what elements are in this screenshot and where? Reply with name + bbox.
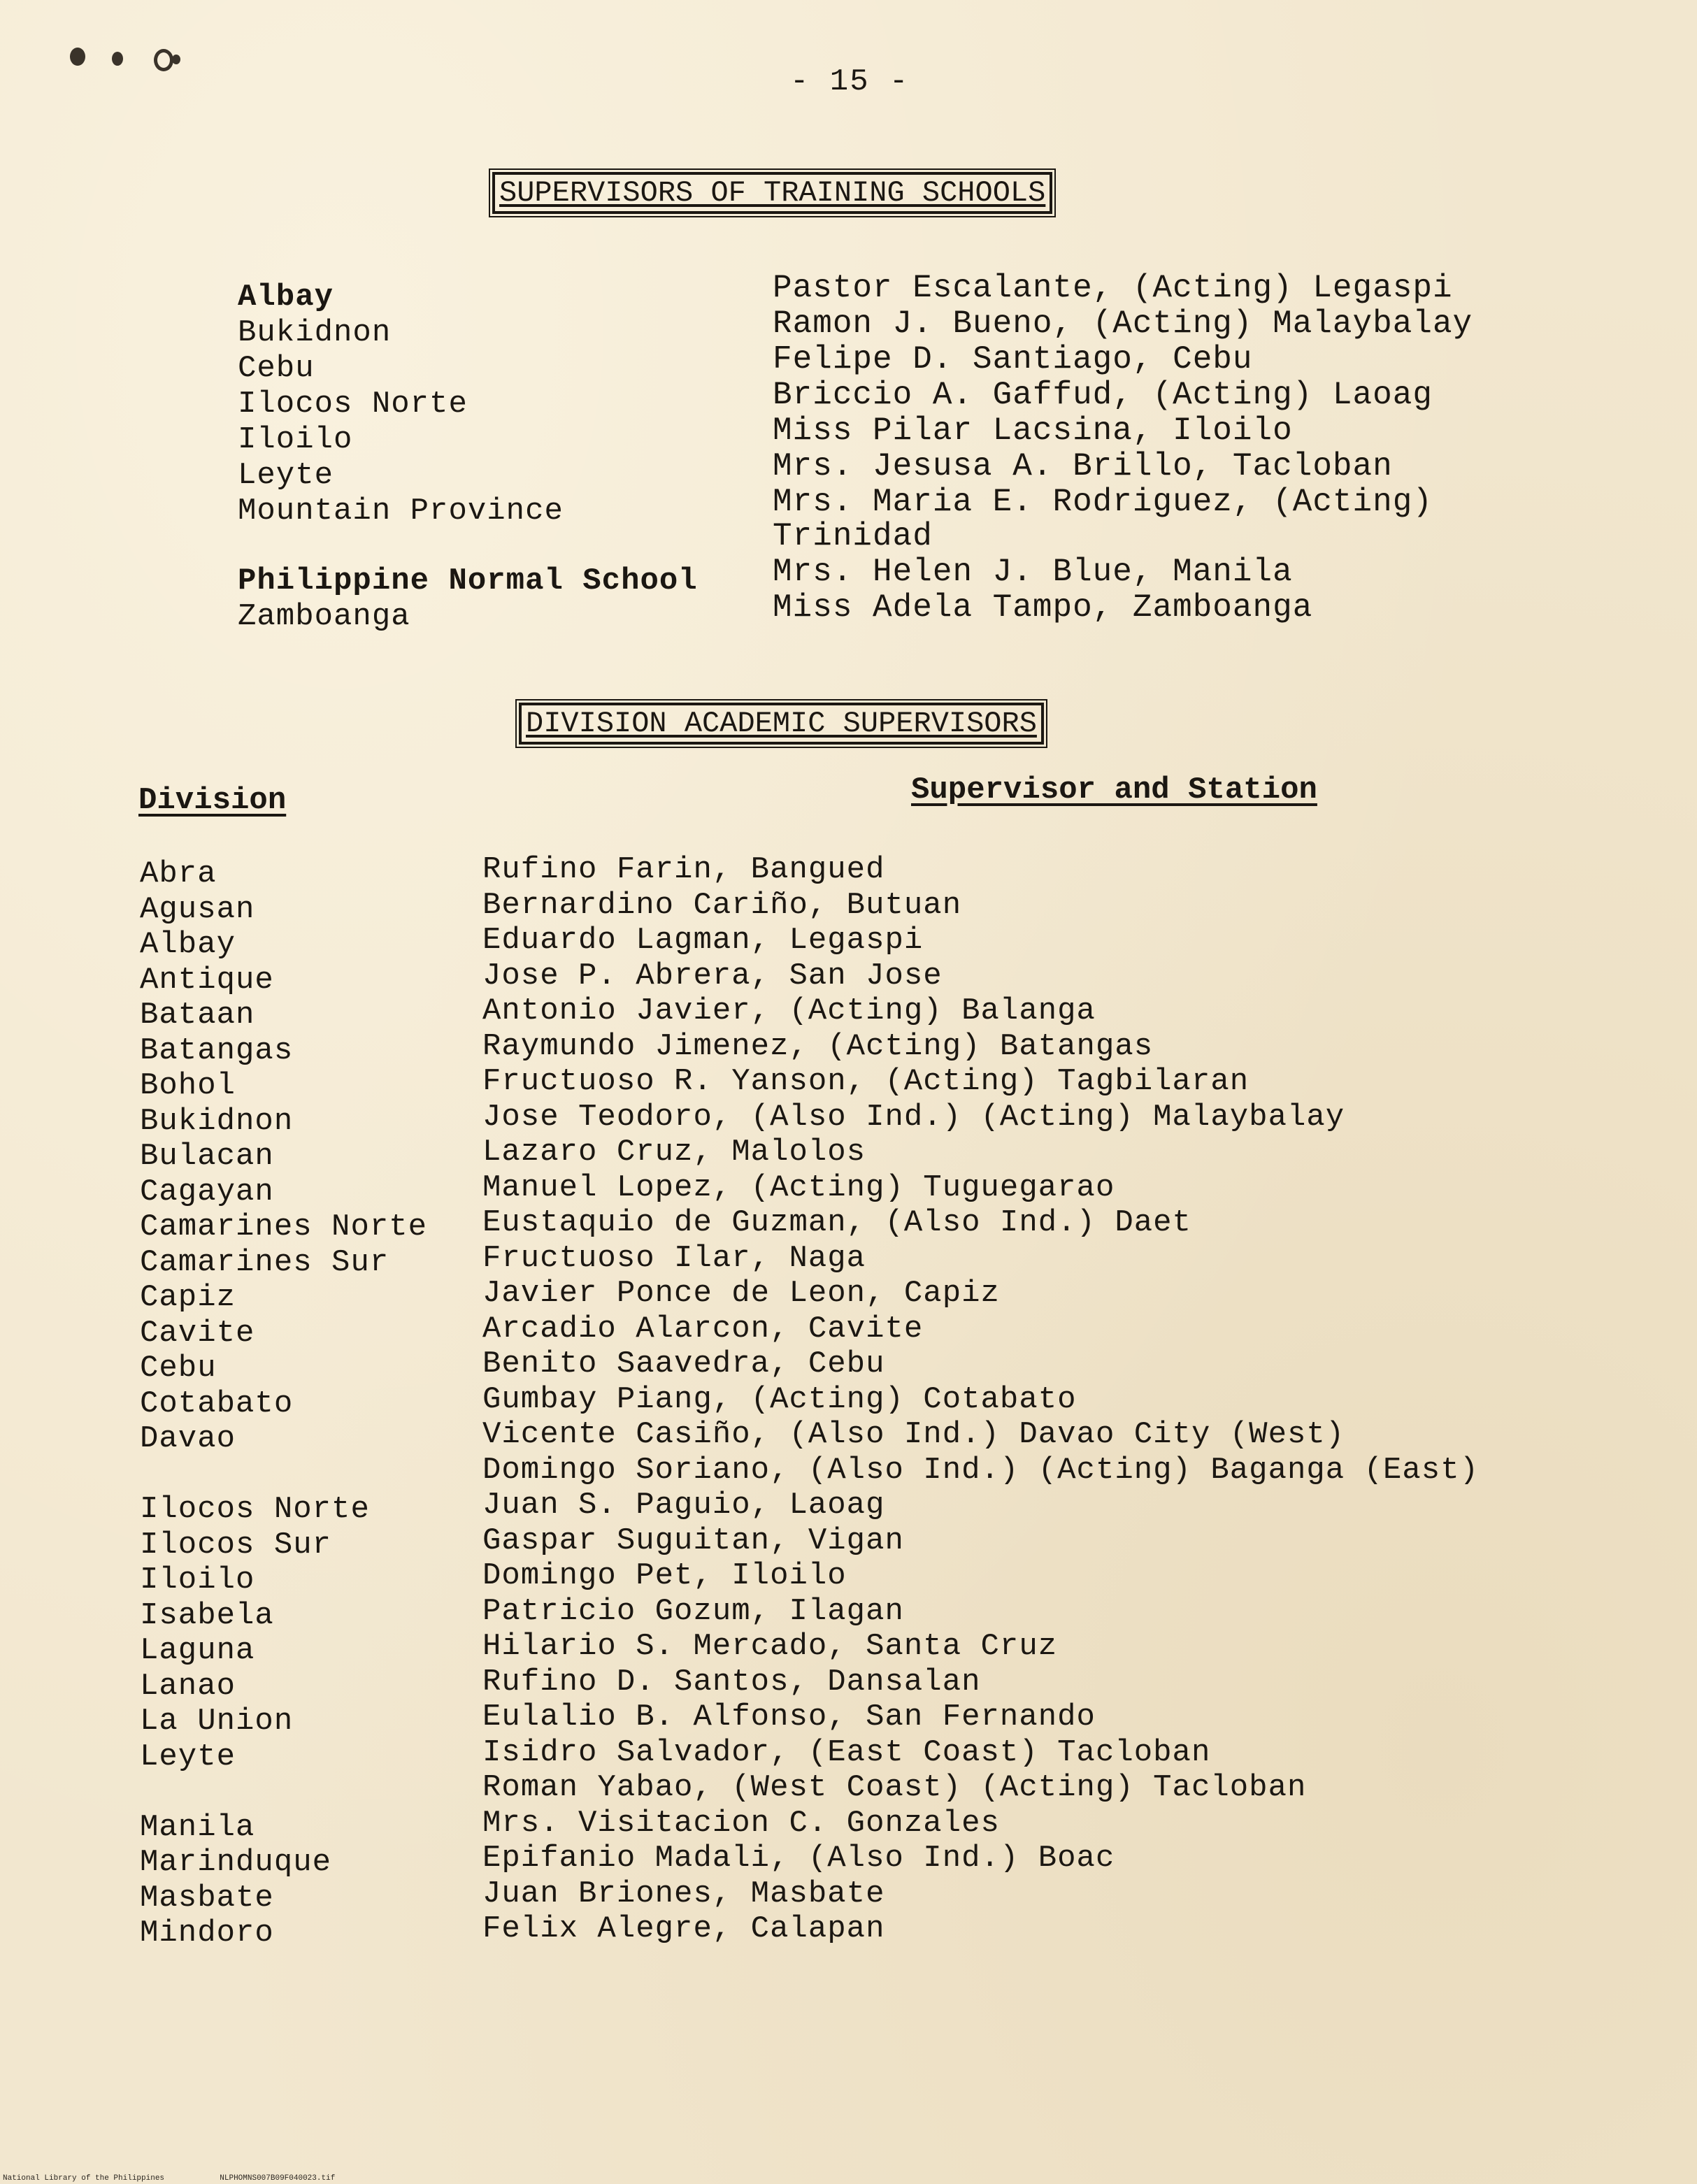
division-supervisor: Arcadio Alarcon, Cavite [482, 1311, 924, 1346]
punch-hole-mark [154, 49, 173, 71]
division-supervisor-cell [482, 1911, 885, 1947]
division-name: Cotabato [140, 1386, 294, 1421]
training-schools-title: SUPERVISORS OF TRAINING SCHOOLS [492, 172, 1052, 214]
division-supervisor: Felix Alegre, Calapan [482, 1911, 885, 1946]
division-name: Cebu [140, 1351, 217, 1386]
division-name: Abra [140, 856, 217, 891]
library-credit: National Library of the Philippines [3, 2174, 165, 2183]
division-column-heading: Division [138, 783, 287, 818]
division-supervisor: Rufino Farin, Bangued [482, 852, 885, 887]
division-supervisor-cell [482, 1558, 847, 1594]
division-name: Ilocos Sur [140, 1527, 332, 1562]
division-supervisor: Juan Briones, Masbate [482, 1876, 885, 1911]
division-row [140, 1170, 1608, 1210]
division-name: Bulacan [140, 1139, 274, 1174]
division-name: Marinduque [140, 1845, 332, 1880]
division-supervisor-cell [482, 1241, 866, 1277]
division-supervisor: Benito Saavedra, Cebu [482, 1346, 885, 1381]
division-row [140, 1099, 1608, 1140]
training-location: Philippine Normal School [238, 563, 698, 598]
division-row [140, 1558, 1608, 1598]
division-supervisor-cell [482, 1523, 904, 1559]
division-supervisor: Jose P. Abrera, San Jose [482, 958, 943, 993]
division-supervisor-cell [482, 1841, 1115, 1876]
division-supervisor-cell [482, 1594, 904, 1630]
division-supervisor: Gumbay Piang, (Acting) Cotabato [482, 1381, 1077, 1417]
division-row [140, 1135, 1608, 1174]
division-name: Ilocos Norte [140, 1492, 370, 1527]
division-row [140, 1629, 1608, 1669]
punch-hole-mark [112, 52, 123, 66]
division-supervisor: Domingo Soriano, (Also Ind.) (Acting) Baganga (East) [482, 1452, 1480, 1488]
training-row [238, 589, 1566, 635]
file-name: NLPHOMNS007B09F040023.tif [220, 2174, 336, 2183]
division-row [140, 1488, 1608, 1528]
division-supervisor: Manuel Lopez, (Acting) Tuguegarao [482, 1170, 1115, 1205]
division-supervisor-cell [482, 1029, 1153, 1065]
division-row [140, 1700, 1608, 1739]
division-name: Capiz [140, 1280, 236, 1315]
training-supervisor: Pastor Escalante, (Acting) Legaspi [773, 270, 1453, 306]
division-row [140, 1276, 1608, 1316]
division-row [140, 1593, 1608, 1634]
division-supervisor-cell [482, 923, 923, 958]
division-supervisor-cell [482, 1100, 1345, 1135]
division-supervisor-cell [482, 1806, 1000, 1841]
division-supervisor: Fructuoso Ilar, Naga [482, 1240, 866, 1276]
page-number: - 15 - [790, 64, 910, 99]
division-supervisor: Gaspar Suguitan, Vigan [482, 1523, 904, 1558]
division-supervisor: Eulalio B. Alfonso, San Fernando [482, 1700, 1096, 1734]
division-supervisor-cell [482, 1876, 885, 1912]
training-location: Bukidnon [238, 315, 392, 350]
division-supervisor-cell [482, 1629, 1057, 1665]
division-name: Leyte [140, 1739, 236, 1774]
training-schools-list [238, 270, 1566, 635]
division-name: Mindoro [140, 1916, 274, 1950]
punch-hole-mark [70, 48, 85, 66]
division-supervisor-cell [482, 888, 961, 924]
division-name: Cavite [140, 1315, 255, 1351]
division-row [140, 1841, 1608, 1881]
division-supervisor-cell [482, 1735, 1306, 1806]
training-location: Zamboanga [238, 599, 410, 634]
archive-footer [3, 2174, 335, 2183]
division-supervisor-cell [482, 852, 885, 888]
division-supervisor: Roman Yabao, (West Coast) (Acting) Tacloban [482, 1770, 1307, 1805]
division-supervisor-cell [482, 1382, 1077, 1418]
division-name: Davao [140, 1421, 236, 1456]
division-supervisor: Antonio Javier, (Acting) Balanga [482, 993, 1096, 1028]
division-row [140, 1240, 1608, 1281]
division-supervisor: Patricio Gozum, Ilagan [482, 1593, 904, 1629]
training-supervisor: Miss Adela Tampo, Zamboanga [773, 589, 1313, 626]
division-row [140, 1417, 1608, 1492]
division-supervisor: Eustaquio de Guzman, (Also Ind.) Daet [482, 1205, 1191, 1240]
division-supervisor: Jose Teodoro, (Also Ind.) (Acting) Malaybalay [482, 1099, 1345, 1135]
training-location: Cebu [238, 351, 315, 386]
division-supervisor: Hilario S. Mercado, Santa Cruz [482, 1629, 1058, 1664]
division-row [140, 1381, 1608, 1422]
division-supervisor: Eduardo Lagman, Legaspi [482, 923, 924, 958]
division-name: Camarines Sur [140, 1244, 389, 1280]
division-supervisor: Raymundo Jimenez, (Acting) Batangas [482, 1028, 1154, 1064]
division-row [140, 1876, 1608, 1916]
training-location: Iloilo [238, 422, 353, 457]
division-name: Camarines Norte [140, 1209, 428, 1244]
division-name: Antique [140, 962, 274, 998]
training-supervisor: Felipe D. Santiago, Cebu [773, 341, 1253, 378]
division-supervisor-cell [482, 1417, 1479, 1488]
training-supervisor: Mrs. Jesusa A. Brillo, Tacloban [773, 448, 1393, 484]
division-name: Batangas [140, 1033, 294, 1068]
division-supervisor: Vicente Casiño, (Also Ind.) Davao City (West) [482, 1417, 1345, 1452]
training-location: Mountain Province [238, 494, 564, 529]
division-name: Cagayan [140, 1174, 274, 1209]
division-row [140, 1523, 1608, 1563]
division-name: Albay [140, 927, 236, 962]
punch-hole-mark [172, 55, 180, 64]
supervisor-column-heading: Supervisor and Station [911, 773, 1317, 807]
division-supervisor-cell [482, 1170, 1115, 1206]
division-supervisor: Rufino D. Santos, Dansalan [482, 1664, 981, 1700]
division-row [140, 1028, 1608, 1069]
division-row [140, 1911, 1608, 1951]
training-location: Ilocos Norte [238, 387, 468, 422]
division-row [140, 958, 1608, 998]
division-supervisor-cell [482, 1488, 885, 1523]
training-supervisor: Mrs. Helen J. Blue, Manila [773, 554, 1293, 590]
division-supervisor: Javier Ponce de Leon, Capiz [482, 1276, 1000, 1311]
division-supervisors-title: DIVISION ACADEMIC SUPERVISORS [519, 703, 1044, 745]
division-name: Isabela [140, 1597, 274, 1633]
division-supervisor: Mrs. Visitacion C. Gonzales [482, 1805, 1000, 1841]
division-supervisor: Fructuoso R. Yanson, (Acting) Tagbilaran [482, 1064, 1250, 1099]
training-location: Leyte [238, 458, 334, 493]
division-row [140, 1664, 1608, 1704]
division-row [140, 1205, 1608, 1245]
division-name: Agusan [140, 891, 255, 927]
division-name: Bohol [140, 1068, 236, 1103]
division-supervisor-cell [482, 1276, 1000, 1312]
division-supervisor: Epifanio Madali, (Also Ind.) Boac [482, 1841, 1115, 1876]
division-name: Bukidnon [140, 1103, 294, 1139]
training-supervisor: Briccio A. Gaffud, (Acting) Laoag [773, 377, 1433, 413]
division-supervisor: Domingo Pet, Iloilo [482, 1558, 847, 1593]
division-supervisor-cell [482, 1064, 1249, 1100]
division-row [140, 887, 1608, 928]
division-name: Iloilo [140, 1562, 255, 1597]
division-supervisor-cell [482, 1312, 923, 1347]
training-row [238, 484, 1566, 563]
division-supervisor: Bernardino Cariño, Butuan [482, 887, 962, 923]
division-supervisor: Isidro Salvador, (East Coast) Tacloban [482, 1734, 1211, 1770]
division-row [140, 1346, 1608, 1386]
division-row [140, 1311, 1608, 1351]
division-supervisor-cell [482, 1135, 866, 1170]
division-supervisor-cell [482, 1665, 981, 1700]
division-name: Bataan [140, 998, 255, 1033]
division-supervisor-cell [482, 1700, 1096, 1735]
division-row [140, 993, 1608, 1033]
division-name: Laguna [140, 1633, 255, 1668]
division-row [140, 1064, 1608, 1104]
training-supervisor: Ramon J. Bueno, (Acting) Malaybalay [773, 306, 1473, 342]
division-row [140, 923, 1608, 963]
division-supervisor-cell [482, 1205, 1191, 1241]
training-supervisor: Mrs. Maria E. Rodriguez, (Acting) Trinidad [773, 484, 1433, 554]
division-supervisor: Lazaro Cruz, Malolos [482, 1135, 866, 1170]
division-name: La Union [140, 1704, 294, 1739]
division-supervisor: Juan S. Paguio, Laoag [482, 1488, 885, 1523]
division-supervisor-cell [482, 993, 1096, 1029]
division-name: Masbate [140, 1880, 274, 1916]
division-name: Manila [140, 1809, 255, 1845]
training-supervisor: Miss Pilar Lacsina, Iloilo [773, 412, 1293, 449]
training-location: Albay [238, 280, 334, 315]
division-name: Lanao [140, 1668, 236, 1704]
division-supervisor-cell [482, 1346, 885, 1382]
division-supervisor-cell [482, 958, 943, 994]
division-supervisors-list [140, 852, 1608, 1951]
division-row [140, 852, 1608, 892]
division-row [140, 1805, 1608, 1846]
division-row [140, 1734, 1608, 1810]
